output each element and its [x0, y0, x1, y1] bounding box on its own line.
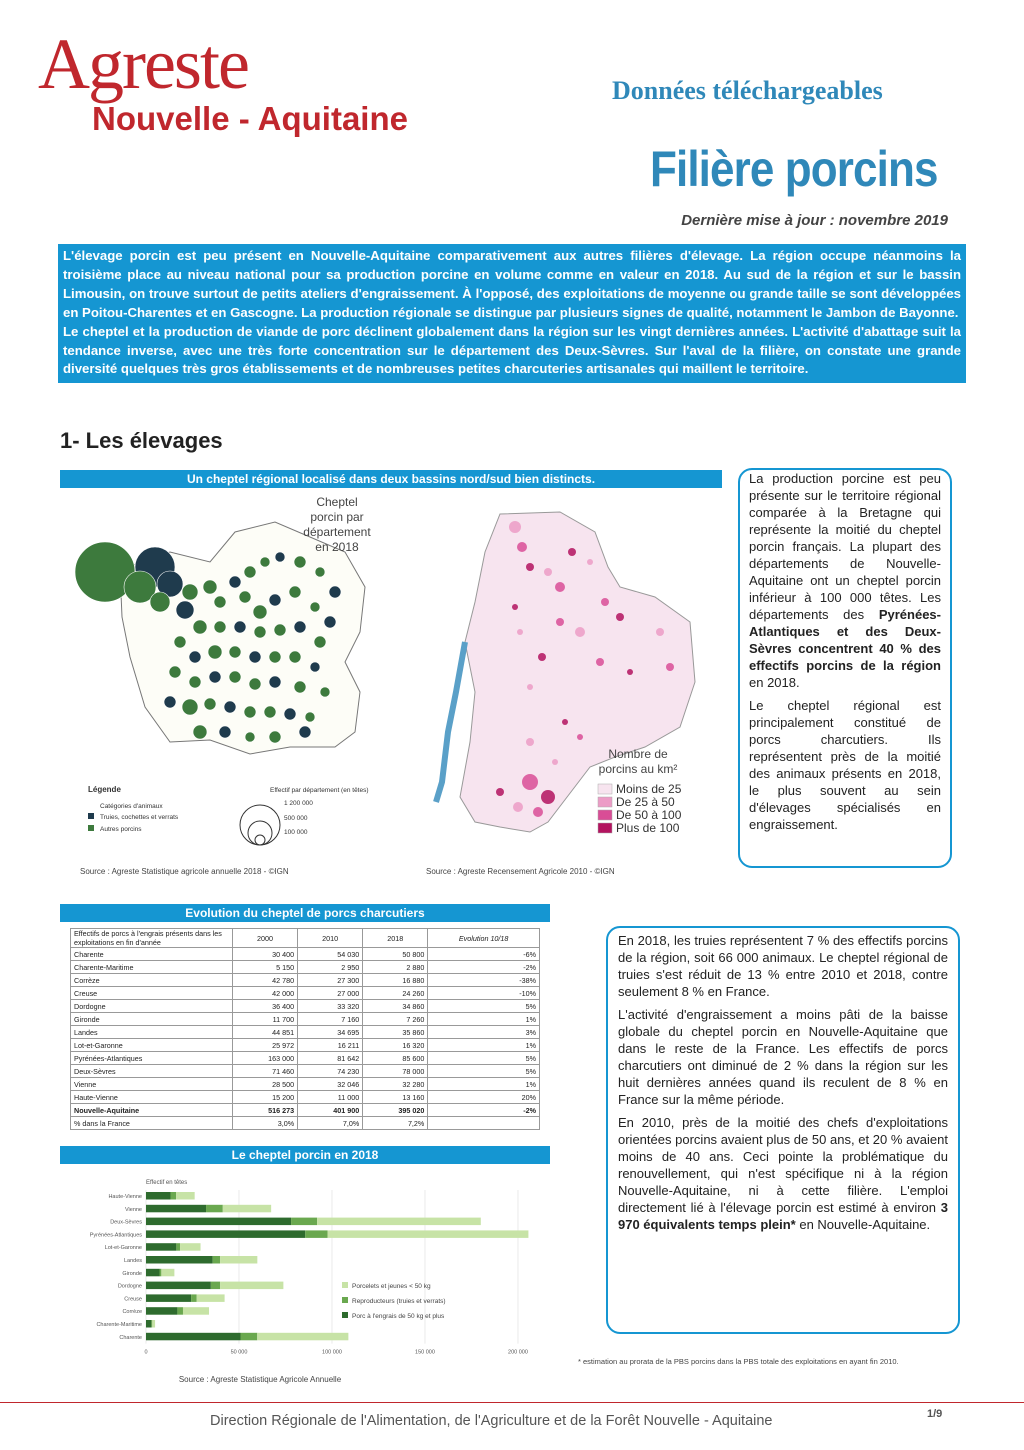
herd-bar-chart [60, 1170, 550, 1384]
table-cell: 81 642 [298, 1052, 363, 1065]
chart-category-label: Vienne [124, 1206, 142, 1213]
department-bubble [239, 591, 251, 603]
downloadable-data-label: Données téléchargeables [612, 76, 883, 105]
table-cell [428, 1117, 540, 1130]
density-hotspot [541, 790, 555, 804]
table-row-label: Nouvelle-Aquitaine [71, 1104, 233, 1117]
department-bubble [294, 681, 306, 693]
density-hotspot [522, 774, 538, 790]
department-bubble [244, 566, 256, 578]
table-head-label: Effectifs de porcs à l'engrais présents dans les exploitations en fin d'année [71, 929, 233, 948]
chart-bar-segment [146, 1282, 211, 1290]
chart-bar-segment [191, 1294, 197, 1302]
table-col-2018: 2018 [363, 929, 428, 948]
chart-bar-segment [213, 1256, 220, 1264]
density-hotspot [616, 613, 624, 621]
table-row-label: Landes [71, 1026, 233, 1039]
department-bubble [189, 676, 201, 688]
density-legend-label: Moins de 25 [616, 782, 682, 796]
sidebox1-paragraph-2: Le cheptel régional est principalement constitué de porcs charcutiers. Ils représentent près de la moitié des animaux présents en 2018, le plus souvent au sein d'élevages spécialisés en engraissement. [749, 698, 941, 832]
density-hotspot [656, 628, 664, 636]
table-cell: -2% [428, 961, 540, 974]
table-cell: 74 230 [298, 1065, 363, 1078]
chart-x-tick: 200 000 [508, 1349, 528, 1356]
density-legend-label: De 25 à 50 [616, 795, 675, 809]
page-title: Filière porcins [650, 141, 938, 197]
table-cell: 16 880 [363, 974, 428, 987]
footer-text: Direction Régionale de l'Alimentation, de l'Agriculture et de la Forêt Nouvelle - Aquitaine [210, 1413, 773, 1429]
sidebox1-paragraph-1: La production porcine est peu présente sur le territoire régional comparée à la Bretagne qui représente la moitié du cheptel porcin français. La plupart des départements de Nouvelle-Aquitaine ont un cheptel porcin inférieur à 100 000 têtes. Les départements des Pyrénées-Atlantiques et des Deux-Sèvres concentrent 40 % des effectifs porcins de la région en 2018. [749, 471, 941, 690]
table-row-label: Vienne [71, 1078, 233, 1091]
density-hotspot [555, 582, 565, 592]
legend-size-circle-mid [248, 821, 272, 845]
department-bubble [208, 645, 222, 659]
table-row-label: Pyrénées-Atlantiques [71, 1052, 233, 1065]
department-bubble [245, 732, 255, 742]
chart-x-tick: 150 000 [415, 1349, 435, 1356]
chart-x-tick: 100 000 [322, 1349, 342, 1356]
legend-cat1-swatch [88, 813, 94, 819]
agreste-logo: Agreste [38, 24, 248, 104]
chart-category-label: Lot-et-Garonne [104, 1245, 142, 1252]
table-cell: 163 000 [233, 1052, 298, 1065]
france-map-caption: Cheptel porcin par département en 2018 [303, 495, 371, 554]
department-bubble [329, 586, 341, 598]
department-bubble [174, 636, 186, 648]
density-legend-label: Plus de 100 [616, 821, 680, 835]
department-bubble [294, 556, 306, 568]
table-row [71, 1091, 540, 1104]
table-cell: 401 900 [298, 1104, 363, 1117]
density-hotspot [666, 663, 674, 671]
table-cell: 5% [428, 1065, 540, 1078]
table-row [71, 948, 540, 961]
department-bubble [269, 731, 281, 743]
chart-bar-segment [176, 1243, 180, 1251]
chart-category-label: Corrèze [122, 1309, 142, 1316]
chart-category-label: Pyrénées-Atlantiques [89, 1232, 142, 1239]
chart-legend-label: Porcelets et jeunes < 50 kg [352, 1283, 431, 1290]
department-bubble [249, 678, 261, 690]
pigs-table [70, 928, 540, 1130]
section-heading: 1- Les élevages [60, 428, 223, 453]
density-legend-title: Nombre de porcins au km² [598, 747, 678, 776]
department-bubble [182, 584, 198, 600]
chart-legend [342, 1282, 446, 1320]
department-bubble [320, 687, 330, 697]
table-cell: 2 880 [363, 961, 428, 974]
sidebox2-paragraph-2: L'activité d'engraissement a moins pâti de la baisse globale du cheptel porcin en Nouvelle-Aquitaine que dans le reste de la France. Les effectifs de porcs charcutiers ont diminué de 2 % dans la région sur les huit dernières années quand ils reculent de 8 % en France sur la même période. [618, 1007, 948, 1107]
department-bubble [164, 696, 176, 708]
table-cell: 54 030 [298, 948, 363, 961]
chart-category-label: Charente-Maritime [96, 1322, 142, 1328]
density-hotspot [496, 788, 504, 796]
table-cell: 516 273 [233, 1104, 298, 1117]
table-cell: 42 780 [233, 974, 298, 987]
density-hotspot [544, 568, 552, 576]
table-cell: -38% [428, 974, 540, 987]
chart-bar-segment [180, 1243, 200, 1251]
chart-bar-segment [328, 1230, 529, 1238]
department-bubble [289, 586, 301, 598]
density-hotspot [512, 604, 518, 610]
density-hotspot [509, 521, 521, 533]
table-row [71, 1026, 540, 1039]
department-bubble [234, 621, 246, 633]
table-cell: 32 046 [298, 1078, 363, 1091]
legend-size-1: 1 200 000 [284, 800, 313, 807]
department-bubble [305, 712, 315, 722]
table-cell: 42 000 [233, 987, 298, 1000]
density-hotspot [517, 629, 523, 635]
table-cell: 34 860 [363, 1000, 428, 1013]
table-share-row [71, 1117, 540, 1130]
department-bubble [289, 651, 301, 663]
table-row-label: Dordogne [71, 1000, 233, 1013]
department-bubble [264, 706, 276, 718]
department-bubble [219, 726, 231, 738]
chart-bar-segment [146, 1269, 160, 1277]
department-bubble [269, 651, 281, 663]
density-hotspot [527, 684, 533, 690]
page-number: 1/9 [927, 1408, 943, 1420]
chart-bar-segment [146, 1218, 291, 1226]
table-row-label: Gironde [71, 1013, 233, 1026]
table-cell: 50 800 [363, 948, 428, 961]
department-bubble [150, 592, 170, 612]
table-cell: 33 320 [298, 1000, 363, 1013]
chart-bar-segment [146, 1230, 305, 1238]
department-bubble [315, 567, 325, 577]
source-right: Source : Agreste Recensement Agricole 2010 - ©IGN [426, 867, 615, 876]
chart-bar-segment [160, 1269, 162, 1277]
department-bubble [294, 621, 306, 633]
chart-bar-segment [291, 1218, 317, 1226]
department-bubble [249, 651, 261, 663]
table-cell: -2% [428, 1104, 540, 1117]
table-cell: 395 020 [363, 1104, 428, 1117]
chart-category-label: Haute-Vienne [108, 1194, 142, 1200]
chart-bar-segment [220, 1256, 257, 1264]
department-bubble [203, 580, 217, 594]
chart-x-tick: 50 000 [230, 1349, 248, 1356]
density-legend-swatch [598, 823, 612, 833]
chart-bar-segment [146, 1243, 176, 1251]
table-col-evolution: Evolution 10/18 [428, 929, 540, 948]
chart-bar-segment [176, 1192, 195, 1200]
table-cell: 15 200 [233, 1091, 298, 1104]
pigs-table-container [70, 928, 540, 1130]
chart-category-label: Dordogne [117, 1283, 142, 1290]
density-hotspot [596, 658, 604, 666]
table-row [71, 974, 540, 987]
table-cell: 16 320 [363, 1039, 428, 1052]
density-hotspot [538, 653, 546, 661]
chart-bar-segment [211, 1282, 220, 1290]
density-hotspot [587, 559, 593, 565]
chart-category-label: Charente [119, 1334, 142, 1341]
legend-cat2: Autres porcins [100, 826, 142, 833]
table-cell: 16 211 [298, 1039, 363, 1052]
chart-unit-label: Effectif en têtes [146, 1180, 188, 1186]
legend-size-circle-small [255, 835, 265, 845]
chart-bar-segment [146, 1333, 240, 1341]
department-bubble [324, 616, 336, 628]
chart-bar-segment [146, 1307, 177, 1315]
table-cell: 28 500 [233, 1078, 298, 1091]
table-cell: 30 400 [233, 948, 298, 961]
intro-box [58, 244, 966, 383]
department-bubble [214, 596, 226, 608]
chart-bar-segment [152, 1320, 155, 1328]
department-bubble [204, 698, 216, 710]
department-bubble [189, 651, 201, 663]
table-cell: 25 972 [233, 1039, 298, 1052]
department-bubble [269, 594, 281, 606]
chart-legend-swatch [342, 1312, 348, 1318]
department-bubble [229, 671, 241, 683]
department-bubble [244, 706, 256, 718]
chart-legend-label: Reproducteurs (truies et verrats) [352, 1298, 446, 1305]
chart-bar-segment [177, 1307, 183, 1315]
table-cell: 32 280 [363, 1078, 428, 1091]
department-bubble [169, 666, 181, 678]
table-cell: 1% [428, 1078, 540, 1091]
table-row-label: Haute-Vienne [71, 1091, 233, 1104]
density-hotspot [513, 802, 523, 812]
source-left: Source : Agreste Statistique agricole annuelle 2018 - ©IGN [80, 867, 289, 876]
table-cell: -6% [428, 948, 540, 961]
legend-size-3: 100 000 [284, 829, 308, 836]
density-hotspot [533, 807, 543, 817]
table-cell: 85 600 [363, 1052, 428, 1065]
chart-category-label: Landes [123, 1258, 142, 1264]
chart-bar-segment [257, 1333, 348, 1341]
table-cell: 1% [428, 1013, 540, 1026]
density-legend-swatch [598, 784, 612, 794]
table-row [71, 987, 540, 1000]
sidebox-2 [606, 926, 960, 1334]
department-bubble [254, 626, 266, 638]
legend-size-circle-large [240, 805, 280, 845]
chart-bar-segment [317, 1218, 481, 1226]
chart-bar-segment [197, 1294, 225, 1302]
chart-bar-segment [220, 1282, 283, 1290]
table-cell: 27 000 [298, 987, 363, 1000]
table-cell: 35 860 [363, 1026, 428, 1039]
table-row-label: Lot-et-Garonne [71, 1039, 233, 1052]
chart-x-tick: 0 [144, 1349, 148, 1356]
table-cell: 13 160 [363, 1091, 428, 1104]
density-hotspot [577, 734, 583, 740]
table-cell: 5 150 [233, 961, 298, 974]
density-hotspot [601, 598, 609, 606]
density-hotspot [552, 759, 558, 765]
table-cell: 11 700 [233, 1013, 298, 1026]
department-bubble [275, 552, 285, 562]
density-legend-swatch [598, 797, 612, 807]
table-cell: 71 460 [233, 1065, 298, 1078]
department-bubble [229, 576, 241, 588]
table-cell: 1% [428, 1039, 540, 1052]
department-bubble [310, 602, 320, 612]
table-cell: 24 260 [363, 987, 428, 1000]
sidebox2-paragraph-1: En 2018, les truies représentent 7 % des effectifs porcins de la région, soit 66 000 animaux. Le cheptel régional de truies s'est réduit de 13 % entre 2010 et 2018, contre seulement 8 % en France. [618, 933, 948, 999]
table-cell: 78 000 [363, 1065, 428, 1078]
footnote: * estimation au prorata de la PBS porcins dans la PBS totale des exploitations en ayant fin 2010. [578, 1357, 899, 1366]
last-update: Dernière mise à jour : novembre 2019 [681, 212, 948, 229]
chart-bar-segment [161, 1269, 174, 1277]
department-bubble [299, 726, 311, 738]
chart-bar-segment [183, 1307, 209, 1315]
department-bubble [284, 708, 296, 720]
table-row [71, 1039, 540, 1052]
intro-paragraph-1: L'élevage porcin est peu présent en Nouvelle-Aquitaine comparativement aux autres filières d'élevage. La région occupe néanmoins la troisième place au niveau national pour sa production porcine en volume comme en valeur en 2018. Au sud de la région et sur le bassin Limousin, on trouve surtout de petits ateliers d'engraissement. À l'opposé, des exploitations de moyenne ou grande taille se sont développées en Poitou-Charentes et en Gascogne. La production régionale se distingue par plusieurs signes de qualité, notamment le Jambon de Bayonne. [63, 248, 961, 320]
department-bubble [269, 676, 281, 688]
density-hotspot [562, 719, 568, 725]
table-row [71, 1065, 540, 1078]
legend-title: Légende [88, 785, 121, 794]
chart-bar-segment [206, 1205, 223, 1213]
table-total-row [71, 1104, 540, 1117]
department-bubble [274, 624, 286, 636]
department-bubble [193, 725, 207, 739]
department-bubble [229, 646, 241, 658]
department-bubble [176, 601, 194, 619]
table-col-2010: 2010 [298, 929, 363, 948]
density-hotspot [526, 563, 534, 571]
chart-bar-segment [146, 1294, 191, 1302]
density-hotspot [526, 738, 534, 746]
chart-bar-segment [151, 1320, 152, 1328]
chart-bar-segment [240, 1333, 257, 1341]
legend-size-title: Effectif par département (en têtes) [270, 787, 369, 794]
intro-paragraph-2: Le cheptel et la production de viande de porc déclinent globalement dans la région sur les vingt dernières années. L'activité d'abattage suit la tendance inverse, avec une très forte concentration sur le département des Deux-Sèvres. Sur l'aval de la filière, on constate une grande diversité quelques très gros établissements et de nombreuses petites charcuteries artisanales qui maillent le territoire. [63, 323, 961, 377]
chart-category-label: Gironde [122, 1270, 142, 1277]
department-bubble [253, 605, 267, 619]
table-row-label: Charente-Maritime [71, 961, 233, 974]
department-bubble [214, 621, 226, 633]
table-cell: 34 695 [298, 1026, 363, 1039]
table-cell: 20% [428, 1091, 540, 1104]
density-hotspot [575, 627, 585, 637]
table-row-label: Corrèze [71, 974, 233, 987]
department-bubble [182, 699, 198, 715]
coastline [436, 642, 465, 802]
table-cell: 44 851 [233, 1026, 298, 1039]
density-legend-swatch [598, 810, 612, 820]
table-cell: 3,0% [233, 1117, 298, 1130]
department-bubble [209, 671, 221, 683]
table-row [71, 961, 540, 974]
chart-bar-segment [146, 1205, 206, 1213]
sidebox2-paragraph-3: En 2010, près de la moitié des chefs d'exploitations orientées porcins avaient plus de 50 ans, et 20 % avaient moins de 40 ans. Ceci pointe la problématique du renouvellement, qui n'est spécifique ni à la région Nouvelle-Aquitaine, ni à cette filière. L'emploi directement lié à l'élevage porcin est estimé à environ 3 970 équivalents temps plein* en Nouvelle-Aquitaine. [618, 1115, 948, 1232]
legend-cat1: Truies, cochettes et verrats [100, 814, 179, 821]
department-bubble [310, 662, 320, 672]
table-cell: 5% [428, 1052, 540, 1065]
maps-figure [60, 492, 732, 892]
footer-rule [0, 1402, 1024, 1403]
table-row [71, 1000, 540, 1013]
table-cell: 36 400 [233, 1000, 298, 1013]
chart-bar-segment [146, 1256, 213, 1264]
table-title-bar: Evolution du cheptel de porcs charcutiers [60, 904, 550, 922]
department-bubble [193, 620, 207, 634]
chart-title-bar: Le cheptel porcin en 2018 [60, 1146, 550, 1164]
table-cell: 3% [428, 1026, 540, 1039]
table-row-label: Creuse [71, 987, 233, 1000]
chart-legend-label: Porc à l'engrais de 50 kg et plus [352, 1313, 445, 1320]
chart-legend-swatch [342, 1297, 348, 1303]
chart-source: Source : Agreste Statistique Agricole Annuelle [178, 1375, 342, 1384]
table-cell: 5% [428, 1000, 540, 1013]
chart-legend-swatch [342, 1282, 348, 1288]
table-row [71, 1013, 540, 1026]
legend-size-2: 500 000 [284, 815, 308, 822]
table-cell: 7,2% [363, 1117, 428, 1130]
table-cell: 7 160 [298, 1013, 363, 1026]
table-row [71, 1078, 540, 1091]
table-cell: 27 300 [298, 974, 363, 987]
legend-cat2-swatch [88, 825, 94, 831]
maps-title-bar: Un cheptel régional localisé dans deux bassins nord/sud bien distincts. [60, 470, 722, 488]
chart-category-label: Deux-Sèvres [110, 1219, 142, 1226]
chart-bar-segment [223, 1205, 271, 1213]
table-cell: 7,0% [298, 1117, 363, 1130]
legend-cat-title: Catégories d'animaux [100, 803, 163, 810]
table-row-label: % dans la France [71, 1117, 233, 1130]
density-legend [598, 782, 682, 835]
department-bubble [224, 701, 236, 713]
chart-category-label: Creuse [124, 1296, 142, 1303]
department-bubble [314, 636, 326, 648]
table-row-label: Deux-Sèvres [71, 1065, 233, 1078]
table-cell: 2 950 [298, 961, 363, 974]
table-row-label: Charente [71, 948, 233, 961]
density-hotspot [556, 618, 564, 626]
density-hotspot [627, 669, 633, 675]
chart-bar-segment [146, 1192, 170, 1200]
chart-bar-segment [170, 1192, 176, 1200]
table-row [71, 1052, 540, 1065]
table-cell: -10% [428, 987, 540, 1000]
chart-bar-segment [146, 1320, 151, 1328]
density-hotspot [517, 542, 527, 552]
density-hotspot [568, 548, 576, 556]
table-cell: 7 260 [363, 1013, 428, 1026]
region-name: Nouvelle - Aquitaine [92, 100, 408, 137]
density-legend-label: De 50 à 100 [616, 808, 682, 822]
table-col-2000: 2000 [233, 929, 298, 948]
chart-bar-segment [305, 1230, 327, 1238]
department-bubble [260, 557, 270, 567]
table-cell: 11 000 [298, 1091, 363, 1104]
sidebox-1 [738, 468, 952, 868]
